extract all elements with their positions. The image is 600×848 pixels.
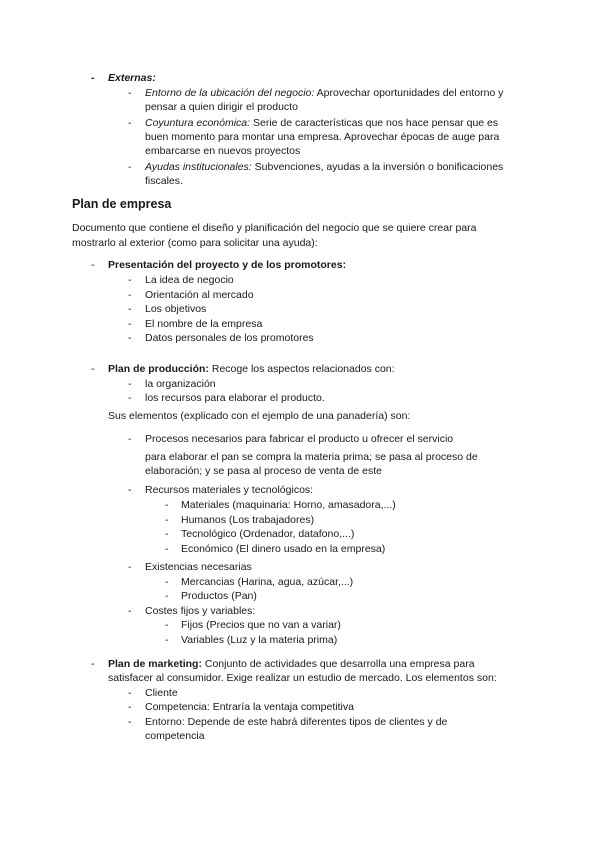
list-item: El nombre de la empresa bbox=[145, 318, 263, 330]
externas-item-coyuntura bbox=[145, 116, 498, 130]
bullet-dash: - bbox=[128, 392, 132, 404]
list-item: Económico (El dinero usado en la empresa) bbox=[181, 543, 386, 555]
costes-item: Costes fijos y variables: bbox=[145, 605, 256, 617]
externas-item-entorno bbox=[145, 86, 503, 100]
term: Entorno de la ubicación del negocio: bbox=[145, 87, 315, 99]
elements-intro: Sus elementos (explicado con el ejemplo de una panadería) son: bbox=[108, 410, 411, 422]
bullet-dash: - bbox=[91, 658, 95, 670]
bullet-dash: - bbox=[128, 378, 132, 390]
bullet-dash: - bbox=[128, 433, 132, 445]
bullet-dash: - bbox=[165, 619, 169, 631]
procesos-item: Procesos necesarios para fabricar el producto u ofrecer el servicio bbox=[145, 433, 454, 445]
bullet-dash: - bbox=[128, 716, 132, 728]
list-item: Tecnológico (Ordenador, datafono,...) bbox=[181, 528, 355, 540]
list-item: Orientación al mercado bbox=[145, 289, 254, 301]
presentacion-heading: Presentación del proyecto y de los promotores: bbox=[108, 259, 347, 271]
list-item: Entorno: Depende de este habrá diferentes tipos de clientes y de bbox=[145, 716, 448, 728]
bullet-dash: - bbox=[128, 87, 132, 99]
procesos-desc-2: elaboración; y se pasa al proceso de venta de este bbox=[145, 465, 382, 477]
bullet-dash: - bbox=[128, 161, 132, 173]
bullet-dash: - bbox=[128, 117, 132, 129]
marketing-heading bbox=[108, 657, 475, 671]
recursos-item: Recursos materiales y tecnológicos: bbox=[145, 484, 314, 496]
list-item: Variables (Luz y la materia prima) bbox=[181, 634, 338, 646]
text: Aprovechar oportunidades del entorno y bbox=[314, 87, 504, 99]
heading-rest: Recoge los aspectos relacionados con: bbox=[208, 363, 395, 375]
marketing-line-2: satisfacer al consumidor. Exige realizar un estudio de mercado. Los elementos son: bbox=[108, 672, 497, 684]
externas-item-ayudas-cont: fiscales. bbox=[145, 175, 183, 187]
intro-line-1: Documento que contiene el diseño y planificación del negocio que se quiere crear para bbox=[72, 222, 477, 234]
bullet-dash: - bbox=[128, 687, 132, 699]
externas-heading: Externas: bbox=[108, 72, 156, 84]
procesos-desc-1: para elaborar el pan se compra la materia prima; se pasa al proceso de bbox=[145, 451, 478, 463]
list-item: Humanos (Los trabajadores) bbox=[181, 514, 315, 526]
externas-item-coyuntura-cont2: embarcarse en nuevos proyectos bbox=[145, 145, 301, 157]
list-item: Materiales (maquinaria: Horno, amasadora,...) bbox=[181, 499, 396, 511]
bullet-dash: - bbox=[165, 499, 169, 511]
heading-rest: Conjunto de actividades que desarrolla una empresa para bbox=[201, 658, 475, 670]
bullet-dash: - bbox=[128, 701, 132, 713]
text: Subvenciones, ayudas a la inversión o bonificaciones bbox=[251, 161, 504, 173]
bullet-dash: - bbox=[128, 484, 132, 496]
intro-line-2: mostrarlo al exterior (como para solicitar una ayuda): bbox=[72, 237, 318, 249]
heading-bold: Plan de marketing: bbox=[108, 658, 202, 670]
bullet-dash: - bbox=[165, 514, 169, 526]
externas-item-ayudas bbox=[145, 160, 503, 174]
section-title: Plan de empresa bbox=[72, 197, 172, 211]
bullet-dash: - bbox=[165, 576, 169, 588]
bullet-dash: - bbox=[165, 528, 169, 540]
list-item-cont: competencia bbox=[145, 730, 205, 742]
list-item: La idea de negocio bbox=[145, 274, 234, 286]
list-item: Competencia: Entraría la ventaja competitiva bbox=[145, 701, 354, 713]
bullet-dash: - bbox=[128, 318, 132, 330]
externas-item-entorno-cont: pensar a quien dirigir el producto bbox=[145, 101, 298, 113]
list-item: Los objetivos bbox=[145, 303, 207, 315]
term: Coyuntura económica: bbox=[145, 117, 251, 129]
bullet-dash: - bbox=[128, 274, 132, 286]
bullet-dash: - bbox=[128, 605, 132, 617]
list-item: Mercancias (Harina, agua, azúcar,...) bbox=[181, 576, 354, 588]
externas-item-coyuntura-cont: buen momento para montar una empresa. Aprovechar épocas de auge para bbox=[145, 131, 500, 143]
list-item: los recursos para elaborar el producto. bbox=[145, 392, 325, 404]
bullet-dash: - bbox=[128, 303, 132, 315]
bullet-dash: - bbox=[91, 363, 95, 375]
bullet-dash: - bbox=[165, 543, 169, 555]
existencias-item: Existencias necesarias bbox=[145, 561, 252, 573]
list-item: Cliente bbox=[145, 687, 178, 699]
bullet-dash: - bbox=[128, 332, 132, 344]
heading-bold: Plan de producción: bbox=[108, 363, 209, 375]
list-item: la organización bbox=[145, 378, 216, 390]
bullet-dash: - bbox=[128, 289, 132, 301]
term: Ayudas institucionales: bbox=[145, 161, 252, 173]
bullet-dash: - bbox=[128, 561, 132, 573]
text: Serie de características que nos hace pensar que es bbox=[250, 117, 499, 129]
bullet-dash: - bbox=[91, 72, 95, 84]
bullet-dash: - bbox=[165, 590, 169, 602]
bullet-dash: - bbox=[165, 634, 169, 646]
list-item: Datos personales de los promotores bbox=[145, 332, 314, 344]
produccion-heading bbox=[108, 362, 395, 376]
list-item: Productos (Pan) bbox=[181, 590, 257, 602]
list-item: Fijos (Precios que no van a variar) bbox=[181, 619, 341, 631]
bullet-dash: - bbox=[91, 259, 95, 271]
